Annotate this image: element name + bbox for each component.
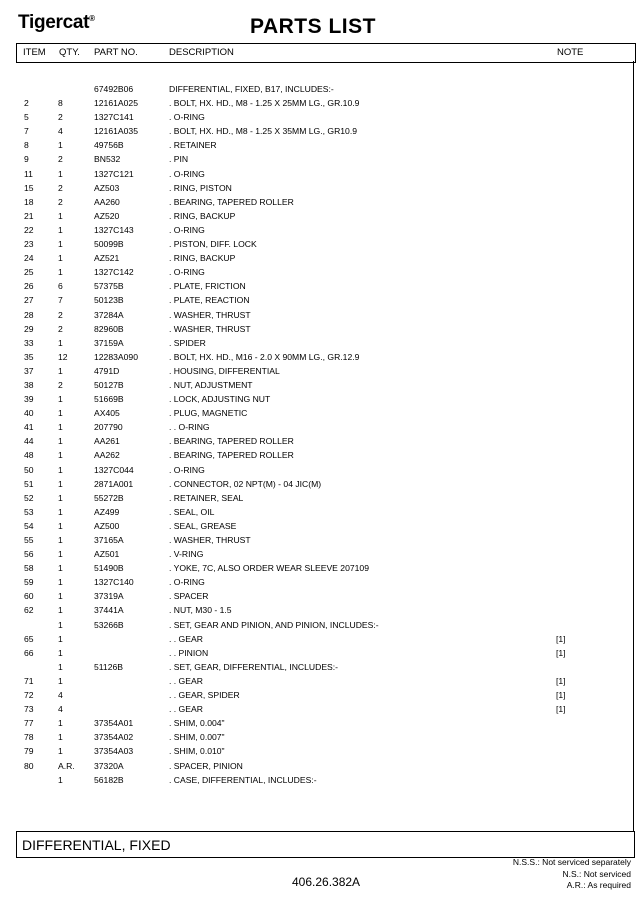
table-row (0, 434, 642, 448)
table-row (0, 632, 642, 646)
cell-part-number: 37320A (94, 760, 124, 771)
column-header-description: DESCRIPTION (169, 47, 234, 58)
legend-line: N.S.: Not serviced (562, 868, 631, 879)
table-row (0, 730, 642, 744)
cell-part-number: 12161A025 (94, 98, 138, 109)
cell-item: 18 (24, 196, 34, 207)
cell-part-number: 1327C143 (94, 224, 134, 235)
table-row (0, 82, 642, 96)
cell-qty: 1 (58, 774, 63, 785)
table-row (0, 152, 642, 166)
column-header-note: NOTE (557, 47, 584, 58)
cell-item: 37 (24, 365, 34, 376)
section-title: DIFFERENTIAL, FIXED (22, 837, 171, 853)
cell-qty: 1 (58, 210, 63, 221)
column-header-part: PART NO. (94, 47, 138, 58)
cell-part-number: AZ520 (94, 210, 120, 221)
table-row (0, 350, 642, 364)
cell-item: 35 (24, 351, 34, 362)
table-row (0, 744, 642, 758)
cell-description: . SEAL, OIL (169, 506, 215, 517)
table-row (0, 336, 642, 350)
cell-note: [1] (556, 647, 566, 658)
table-row (0, 759, 642, 773)
cell-item: 39 (24, 394, 34, 405)
cell-description: . SHIM, 0.010" (169, 746, 225, 757)
parts-table-body (0, 82, 642, 787)
cell-description: . SHIM, 0.007" (169, 732, 225, 743)
table-row (0, 96, 642, 110)
cell-qty: 1 (58, 718, 63, 729)
cell-item: 5 (24, 112, 29, 123)
cell-item: 15 (24, 182, 34, 193)
cell-description: . BOLT, HX. HD., M16 - 2.0 X 90MM LG., GR.12.9 (169, 351, 360, 362)
table-row (0, 251, 642, 265)
cell-qty: 2 (58, 379, 63, 390)
cell-description: . PLATE, REACTION (169, 295, 250, 306)
cell-qty: 12 (58, 351, 68, 362)
cell-description: . PLATE, FRICTION (169, 281, 246, 292)
cell-qty: 4 (58, 704, 63, 715)
cell-item: 56 (24, 549, 34, 560)
cell-qty: 1 (58, 408, 63, 419)
cell-item: 80 (24, 760, 34, 771)
table-row (0, 575, 642, 589)
cell-item: 21 (24, 210, 34, 221)
cell-part-number: 55272B (94, 492, 124, 503)
cell-description: . . GEAR (169, 675, 203, 686)
cell-qty: 1 (58, 746, 63, 757)
cell-qty: 2 (58, 154, 63, 165)
table-row (0, 519, 642, 533)
cell-part-number: AZ500 (94, 520, 120, 531)
cell-description: . RETAINER (169, 140, 217, 151)
cell-note: [1] (556, 704, 566, 715)
table-row (0, 167, 642, 181)
cell-description: . WASHER, THRUST (169, 323, 251, 334)
table-row (0, 124, 642, 138)
cell-part-number: 207790 (94, 422, 123, 433)
table-row (0, 702, 642, 716)
cell-qty: 1 (58, 633, 63, 644)
cell-qty: 1 (58, 478, 63, 489)
cell-description: . RETAINER, SEAL (169, 492, 244, 503)
cell-description: . WASHER, THRUST (169, 535, 251, 545)
cell-qty: 1 (58, 365, 63, 376)
table-row (0, 463, 642, 477)
table-row (0, 533, 642, 547)
table-row (0, 364, 642, 378)
cell-description: . BEARING, TAPERED ROLLER (169, 196, 294, 207)
table-row (0, 491, 642, 505)
cell-qty: 2 (58, 309, 63, 320)
cell-part-number: AA262 (94, 450, 120, 461)
cell-qty: 1 (58, 239, 63, 250)
cell-item: 2 (24, 98, 29, 109)
table-row (0, 716, 642, 730)
cell-qty: 2 (58, 196, 63, 207)
cell-qty: 1 (58, 549, 63, 560)
cell-description: . PLUG, MAGNETIC (169, 408, 248, 419)
cell-description: . O-RING (169, 464, 205, 475)
table-row (0, 265, 642, 279)
table-row (0, 505, 642, 519)
cell-qty: 7 (58, 295, 63, 306)
cell-description: . O-RING (169, 112, 205, 123)
cell-item: 41 (24, 422, 34, 433)
cell-qty: 1 (58, 492, 63, 503)
cell-description: . SET, GEAR, DIFFERENTIAL, INCLUDES:- (169, 661, 339, 672)
cell-part-number: 50127B (94, 379, 124, 390)
cell-description: . . GEAR (169, 633, 203, 644)
cell-item: 48 (24, 450, 34, 461)
cell-item: 51 (24, 478, 34, 489)
table-row (0, 308, 642, 322)
cell-part-number: 51126B (94, 661, 123, 672)
cell-item: 53 (24, 506, 34, 517)
cell-item: 26 (24, 281, 34, 292)
cell-description: . O-RING (169, 224, 205, 235)
cell-item: 59 (24, 577, 34, 588)
cell-part-number: 1327C141 (94, 112, 134, 123)
cell-qty: 1 (58, 394, 63, 405)
brand-registered-mark: ® (89, 14, 95, 23)
table-row (0, 674, 642, 688)
cell-item: 73 (24, 704, 34, 715)
cell-description: . BOLT, HX. HD., M8 - 1.25 X 35MM LG., GR10.9 (169, 126, 358, 137)
cell-description: . O-RING (169, 577, 205, 588)
cell-item: 54 (24, 520, 34, 531)
table-row (0, 392, 642, 406)
cell-part-number: 53266B (94, 619, 124, 630)
cell-part-number: 56182B (94, 774, 124, 785)
table-row (0, 477, 642, 491)
cell-part-number: AA260 (94, 196, 120, 207)
column-header-qty: QTY. (59, 47, 80, 58)
brand-name: Tigercat (18, 12, 90, 33)
abbreviation-legend (513, 857, 631, 892)
cell-part-number: 37159A (94, 337, 124, 348)
legend-line: A.R.: As required (566, 880, 631, 890)
cell-qty: 2 (58, 323, 63, 334)
cell-note: [1] (556, 690, 566, 701)
cell-item: 52 (24, 492, 34, 503)
table-row (0, 660, 642, 674)
cell-qty: 1 (58, 168, 63, 179)
cell-part-number: 37354A02 (94, 732, 134, 743)
cell-description: . SET, GEAR AND PINION, AND PINION, INCLUDES:- (169, 619, 379, 630)
cell-qty: 1 (58, 619, 63, 630)
table-row (0, 646, 642, 660)
cell-part-number: AZ501 (94, 549, 120, 560)
cell-item: 44 (24, 436, 34, 447)
cell-item: 55 (24, 535, 34, 545)
table-row (0, 406, 642, 420)
cell-item: 50 (24, 464, 34, 475)
cell-part-number: 67492B06 (94, 84, 134, 94)
cell-part-number: 1327C140 (94, 577, 134, 588)
cell-part-number: 37441A (94, 605, 124, 616)
cell-qty: 1 (58, 577, 63, 588)
cell-qty: 2 (58, 182, 63, 193)
cell-item: 8 (24, 140, 29, 151)
cell-description: . RING, BACKUP (169, 210, 236, 221)
table-row (0, 110, 642, 124)
cell-qty: 4 (58, 126, 63, 137)
cell-part-number: 50123B (94, 295, 124, 306)
cell-item: 79 (24, 746, 34, 757)
cell-description: . NUT, ADJUSTMENT (169, 379, 253, 390)
cell-item: 29 (24, 323, 34, 334)
cell-part-number: 57375B (94, 281, 124, 292)
cell-item: 58 (24, 563, 34, 574)
cell-qty: 1 (58, 464, 63, 475)
cell-qty: 1 (58, 563, 63, 574)
brand-logo (18, 12, 95, 34)
cell-description: . YOKE, 7C, ALSO ORDER WEAR SLEEVE 207109 (169, 563, 369, 574)
page-number: 406.26.382A (292, 875, 361, 889)
cell-part-number: 4791D (94, 365, 120, 376)
cell-description: . . GEAR (169, 704, 203, 715)
table-row (0, 138, 642, 152)
cell-description: . CONNECTOR, 02 NPT(M) - 04 JIC(M) (169, 478, 322, 489)
cell-qty: 1 (58, 450, 63, 461)
cell-item: 38 (24, 379, 34, 390)
cell-description: . . O-RING (169, 422, 210, 433)
table-row (0, 589, 642, 603)
cell-description: . BEARING, TAPERED ROLLER (169, 436, 294, 447)
cell-description: . SHIM, 0.004" (169, 718, 225, 729)
cell-item: 40 (24, 408, 34, 419)
cell-item: 22 (24, 224, 34, 235)
table-row (0, 237, 642, 251)
cell-qty: 1 (58, 140, 63, 151)
cell-qty: 1 (58, 337, 63, 348)
column-header-item: ITEM (23, 47, 46, 58)
cell-part-number: AX405 (94, 408, 120, 419)
cell-qty: 1 (58, 535, 63, 545)
cell-description: . BOLT, HX. HD., M8 - 1.25 X 25MM LG., GR.10.9 (169, 98, 360, 109)
cell-part-number: BN532 (94, 154, 121, 165)
table-row (0, 420, 642, 434)
table-header (16, 43, 636, 63)
cell-qty: 1 (58, 675, 63, 686)
cell-qty: 8 (58, 98, 63, 109)
cell-item: 11 (24, 168, 33, 179)
cell-qty: 1 (58, 436, 63, 447)
table-row (0, 378, 642, 392)
cell-description: . . PINION (169, 647, 209, 658)
cell-qty: 1 (58, 253, 63, 264)
cell-qty: 1 (58, 520, 63, 531)
cell-part-number: 49756B (94, 140, 124, 151)
table-row (0, 618, 642, 632)
cell-description: . V-RING (169, 549, 204, 560)
cell-description: . PISTON, DIFF. LOCK (169, 239, 257, 250)
cell-qty: 2 (58, 112, 63, 123)
table-row (0, 195, 642, 209)
table-row (0, 448, 642, 462)
cell-part-number: 1327C044 (94, 464, 134, 475)
cell-qty: 1 (58, 591, 63, 602)
table-row (0, 223, 642, 237)
table-row (0, 181, 642, 195)
table-row (0, 561, 642, 575)
cell-description: . PIN (169, 154, 189, 165)
cell-part-number: AZ521 (94, 253, 120, 264)
cell-description: . SEAL, GREASE (169, 520, 237, 531)
cell-item: 9 (24, 154, 29, 165)
cell-description: . SPACER (169, 591, 209, 602)
cell-description: . O-RING (169, 168, 205, 179)
cell-description: . NUT, M30 - 1.5 (169, 605, 232, 616)
cell-item: 71 (24, 675, 34, 686)
table-row (0, 322, 642, 336)
cell-description: . SPIDER (169, 337, 206, 348)
cell-part-number: 37354A03 (94, 746, 134, 757)
cell-note: [1] (556, 633, 566, 644)
cell-item: 24 (24, 253, 34, 264)
table-row (0, 547, 642, 561)
cell-item: 23 (24, 239, 34, 250)
cell-part-number: 37319A (94, 591, 124, 602)
cell-part-number: 37165A (94, 535, 124, 545)
cell-item: 65 (24, 633, 34, 644)
cell-qty: 4 (58, 690, 63, 701)
cell-qty: 1 (58, 224, 63, 235)
cell-part-number: 37354A01 (94, 718, 134, 729)
table-row (0, 773, 642, 787)
cell-item: 60 (24, 591, 34, 602)
cell-item: 25 (24, 267, 34, 278)
cell-part-number: 51669B (94, 394, 124, 405)
cell-note: [1] (556, 675, 566, 686)
cell-part-number: 1327C142 (94, 267, 134, 278)
cell-qty: 6 (58, 281, 63, 292)
page-title: PARTS LIST (250, 15, 376, 38)
cell-item: 7 (24, 126, 29, 137)
cell-item: 33 (24, 337, 34, 348)
cell-description: . HOUSING, DIFFERENTIAL (169, 365, 280, 376)
cell-item: 27 (24, 295, 34, 306)
cell-item: 62 (24, 605, 34, 616)
cell-part-number: 50099B (94, 239, 124, 250)
table-row (0, 603, 642, 617)
cell-part-number: AZ499 (94, 506, 120, 517)
table-row (0, 209, 642, 223)
cell-item: 66 (24, 647, 34, 658)
cell-part-number: 1327C121 (94, 168, 134, 179)
cell-description: . CASE, DIFFERENTIAL, INCLUDES:- (169, 774, 317, 785)
cell-description: . LOCK, ADJUSTING NUT (169, 394, 271, 405)
cell-part-number: AA261 (94, 436, 120, 447)
cell-item: 77 (24, 718, 34, 729)
cell-description: . BEARING, TAPERED ROLLER (169, 450, 294, 461)
cell-description: . SPACER, PINION (169, 760, 243, 771)
table-row (0, 279, 642, 293)
table-row (0, 293, 642, 307)
cell-description: . RING, PISTON (169, 182, 232, 193)
cell-qty: 1 (58, 267, 63, 278)
cell-part-number: 12283A090 (94, 351, 138, 362)
cell-part-number: 51490B (94, 563, 124, 574)
cell-part-number: 82960B (94, 323, 124, 334)
cell-description: . WASHER, THRUST (169, 309, 251, 320)
cell-qty: 1 (58, 506, 63, 517)
cell-description: . . GEAR, SPIDER (169, 690, 240, 701)
cell-part-number: 2871A001 (94, 478, 134, 489)
cell-part-number: AZ503 (94, 182, 120, 193)
section-title-box (16, 831, 635, 858)
cell-part-number: 37284A (94, 309, 124, 320)
cell-qty: A.R. (58, 760, 75, 771)
table-row (0, 688, 642, 702)
cell-qty: 1 (58, 732, 63, 743)
cell-qty: 1 (58, 422, 63, 433)
cell-description: . RING, BACKUP (169, 253, 236, 264)
cell-item: 72 (24, 690, 34, 701)
cell-item: 28 (24, 309, 34, 320)
cell-description: . O-RING (169, 267, 205, 278)
cell-qty: 1 (58, 647, 63, 658)
cell-qty: 1 (58, 661, 63, 672)
cell-description: DIFFERENTIAL, FIXED, B17, INCLUDES:- (169, 84, 334, 94)
cell-qty: 1 (58, 605, 63, 616)
cell-part-number: 12161A035 (94, 126, 138, 137)
cell-item: 78 (24, 732, 34, 743)
legend-line: N.S.S.: Not serviced separately (512, 857, 631, 867)
